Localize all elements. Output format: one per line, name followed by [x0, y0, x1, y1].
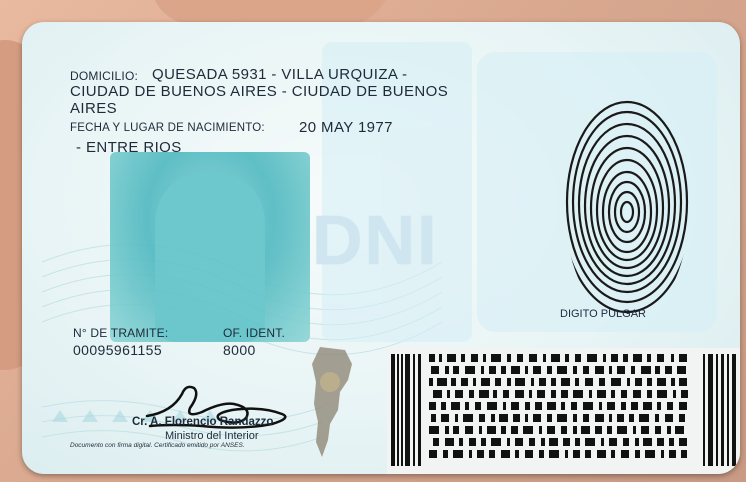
of-ident-value: 8000	[223, 342, 256, 358]
pdf417-barcode	[387, 348, 740, 474]
of-ident-label: OF. IDENT.	[223, 326, 286, 340]
digito-pulgar-label: DIGITO PULGAR	[560, 308, 646, 320]
domicilio-line-3: AIRES	[70, 100, 118, 117]
id-card	[22, 22, 740, 474]
tramite-value: 00095961155	[73, 342, 163, 358]
dni-watermark: DNI	[312, 201, 439, 279]
holder-photo	[110, 152, 310, 342]
fingerprint-image	[564, 92, 690, 324]
domicilio-line-1: QUESADA 5931 - VILLA URQUIZA -	[152, 66, 408, 83]
nacimiento-label: FECHA Y LUGAR DE NACIMIENTO:	[70, 122, 265, 134]
nacimiento-fecha: 20 MAY 1977	[299, 119, 393, 136]
footer-note: Documento con firma digital. Certificado emitido por ANSES.	[70, 442, 245, 449]
signer-title: Ministro del Interior	[165, 430, 259, 442]
domicilio-line-2: CIUDAD DE BUENOS AIRES - CIUDAD DE BUENOS	[70, 83, 449, 100]
nacimiento-lugar: - ENTRE RIOS	[76, 139, 182, 156]
signer-name: Cr. A. Florencio Randazzo	[132, 416, 274, 428]
tramite-label: N° DE TRAMITE:	[73, 326, 169, 340]
domicilio-label: DOMICILIO:	[70, 69, 139, 83]
face-silhouette	[155, 172, 265, 342]
